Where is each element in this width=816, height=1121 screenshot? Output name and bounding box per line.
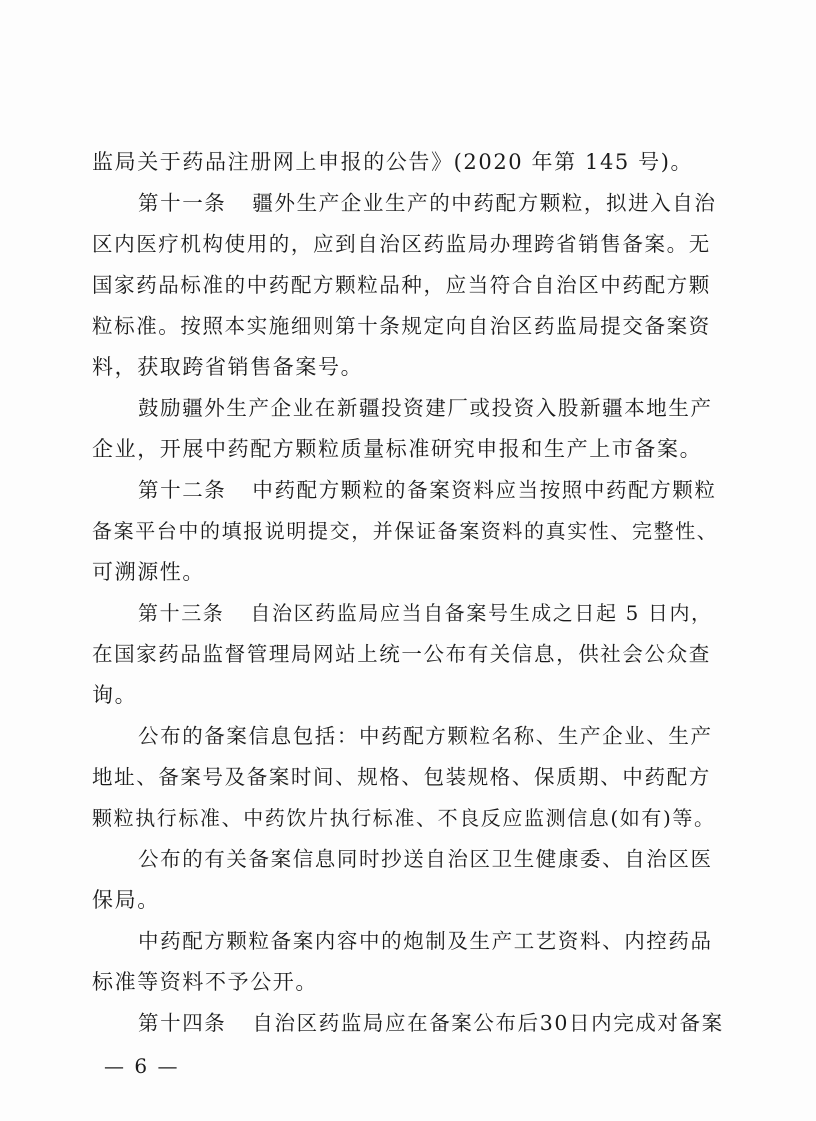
article-heading: 第十三条	[138, 601, 225, 625]
text-line: 中药配方颗粒的备案资料应当按照中药配方颗粒	[252, 478, 717, 502]
article-paragraph	[138, 188, 717, 218]
article-heading: 第十二条	[138, 478, 227, 502]
text-line: 企业，开展中药配方颗粒质量标准研究申报和生产上市备案。	[92, 437, 703, 461]
text-line: 料，获取跨省销售备案号。	[92, 355, 364, 379]
text-line: 区内医疗机构使用的，应到自治区药监局办理跨省销售备案。无	[92, 232, 711, 256]
text-line: 中药配方颗粒备案内容中的炮制及生产工艺资料、内控药品	[138, 929, 713, 953]
text-line: 询。	[92, 683, 138, 707]
text-line: 监局关于药品注册网上申报的公告》(2020 年第 145 号)。	[92, 150, 694, 174]
text-line: 可溯源性。	[92, 560, 205, 584]
article-paragraph	[138, 598, 713, 628]
text-line: 国家药品标准的中药配方颗粒品种，应当符合自治区中药配方颗	[92, 273, 711, 297]
text-line: 颗粒执行标准、中药饮片执行标准、不良反应监测信息(如有)等。	[92, 806, 716, 830]
article-paragraph	[138, 1008, 724, 1038]
text-line: 粒标准。按照本实施细则第十条规定向自治区药监局提交备案资	[92, 314, 711, 338]
text-line: 自治区药监局应在备案公布后30日内完成对备案	[252, 1011, 724, 1035]
article-paragraph	[138, 475, 717, 505]
text-line: 公布的备案信息包括：中药配方颗粒名称、生产企业、生产	[138, 724, 713, 748]
text-line: 在国家药品监督管理局网站上统一公布有关信息，供社会公众查	[92, 642, 711, 666]
text-line: 鼓励疆外生产企业在新疆投资建厂或投资入股新疆本地生产	[138, 396, 713, 420]
text-line: 保局。	[92, 888, 160, 912]
text-line: 地址、备案号及备案时间、规格、包装规格、保质期、中药配方	[92, 765, 711, 789]
text-line: 备案平台中的填报说明提交，并保证备案资料的真实性、完整性、	[92, 519, 719, 543]
text-line: 自治区药监局应当自备案号生成之日起 5 日内，	[250, 601, 713, 625]
article-heading: 第十四条	[138, 1011, 227, 1035]
page-number: — 6 —	[104, 1054, 180, 1078]
text-line: 公布的有关备案信息同时抄送自治区卫生健康委、自治区医	[138, 847, 713, 871]
text-line: 疆外生产企业生产的中药配方颗粒，拟进入自治	[252, 191, 717, 215]
text-line: 标准等资料不予公开。	[92, 970, 318, 994]
article-heading: 第十一条	[138, 191, 227, 215]
